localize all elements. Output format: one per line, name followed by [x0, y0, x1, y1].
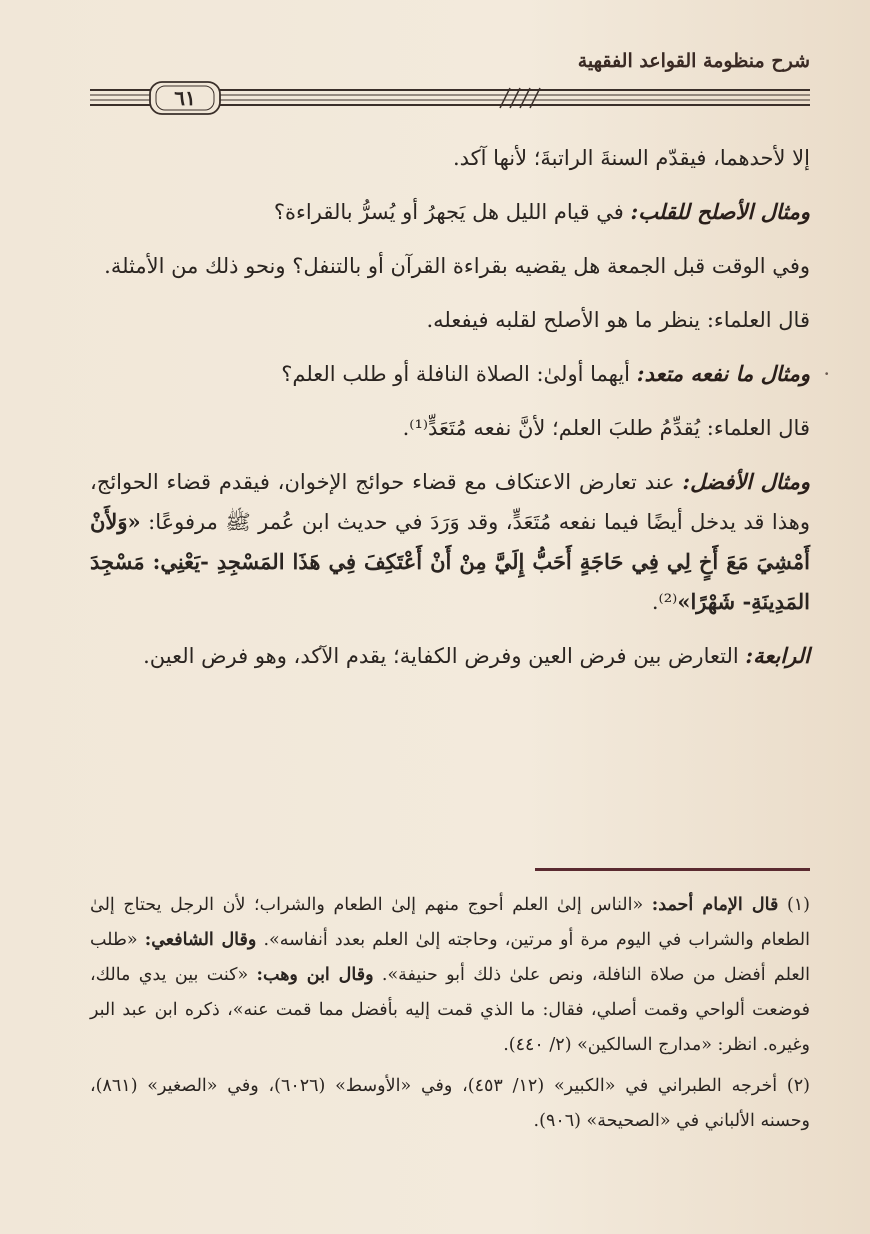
page-header	[90, 50, 810, 120]
paragraph: إلا لأحدهما، فيقدّم السنةَ الراتبةَ؛ لأنها آكد.	[452, 146, 810, 170]
example-heading: ومثال ما نفعه متعد:	[636, 361, 810, 386]
hadith-quote: «وَلأَنْ أَمْشِيَ مَعَ أَخٍ لِي فِي حَاجَةٍ أَحَبُّ إِلَيَّ مِنْ أَنْ أَعْتَكِفَ فِي هَذَا المَسْجِدِ -يَعْنِي: مَسْجِدَ المَدِينَةِ- شَهْرًا»	[90, 509, 810, 614]
footnote-divider	[535, 868, 810, 871]
paragraph: قال العلماء: يُقدِّمُ طلبَ العلم؛ لأنَّ نفعه مُتَعَدٍّ⁽¹⁾.	[402, 416, 810, 440]
footnote: (١) قال الإمام أحمد: «الناس إلىٰ العلم أحوج منهم إلىٰ الطعام والشراب؛ لأن الرجل يحتاج إلىٰ الطعام والشراب في اليوم مرة أو مرتين، وحاجته إلىٰ العلم بعدد أنفاسه». وقال الشافعي: «طلب العلم أفضل من صلاة النافلة، ونص علىٰ ذلك أبو حنيفة». وقال ابن وهب: «كنت بين يدي مالك، فوضعت ألواحي وقمت أصلي، فقال: ما الذي قمت إليه بأفضل مما قمت عنه»، ذكره ابن عبد البر وغيره. انظر: «مدارج السالكين» (٢/ ٤٤٠).	[90, 895, 810, 1055]
book-title: شرح منظومة القواعد الفقهية	[577, 50, 810, 72]
main-text	[90, 138, 810, 676]
paragraph: وفي الوقت قبل الجمعة هل يقضيه بقراءة القرآن أو بالتنفل؟ ونحو ذلك من الأمثلة.	[104, 254, 810, 278]
page-number: ٦١	[174, 86, 196, 110]
footnotes	[90, 888, 810, 1145]
paragraph: قال العلماء: ينظر ما هو الأصلح لقلبه فيفعله.	[426, 308, 810, 332]
footnote: (٢) أخرجه الطبراني في «الكبير» (١٢/ ٤٥٣)، وفي «الأوسط» (٦٠٢٦)، وفي «الصغير» (٨٦١)، وحسنه الألباني في «الصحيحة» (٩٠٦).	[90, 1076, 810, 1131]
example-heading: ومثال الأصلح للقلب:	[630, 199, 810, 224]
paragraph: · ومثال ما نفعه متعد: أيهما أولىٰ: الصلاة النافلة أو طلب العلم؟	[90, 354, 810, 394]
section-heading: الرابعة:	[745, 643, 810, 668]
paragraph: الرابعة: التعارض بين فرض العين وفرض الكفاية؛ يقدم الآكد، وهو فرض العين.	[143, 643, 810, 668]
example-heading: ومثال الأفضل:	[682, 469, 810, 494]
paragraph: ومثال الأفضل: عند تعارض الاعتكاف مع قضاء حوائج الإخوان، فيقدم قضاء الحوائج، وهذا قد يدخل أيضًا فيما نفعه مُتَعَدٍّ، وقد وَرَدَ في حديث ابن عُمر ﷺ مرفوعًا: «وَلأَنْ أَمْشِيَ مَعَ أَخٍ لِي فِي حَاجَةٍ أَحَبُّ إِلَيَّ مِنْ أَنْ أَعْتَكِفَ فِي هَذَا المَسْجِدِ -يَعْنِي: مَسْجِدَ المَدِينَةِ- شَهْرًا»⁽²⁾.	[90, 469, 810, 614]
paragraph: ومثال الأصلح للقلب: في قيام الليل هل يَجهرُ أو يُسرُّ بالقراءة؟	[273, 199, 810, 224]
header-ornament	[90, 78, 810, 118]
